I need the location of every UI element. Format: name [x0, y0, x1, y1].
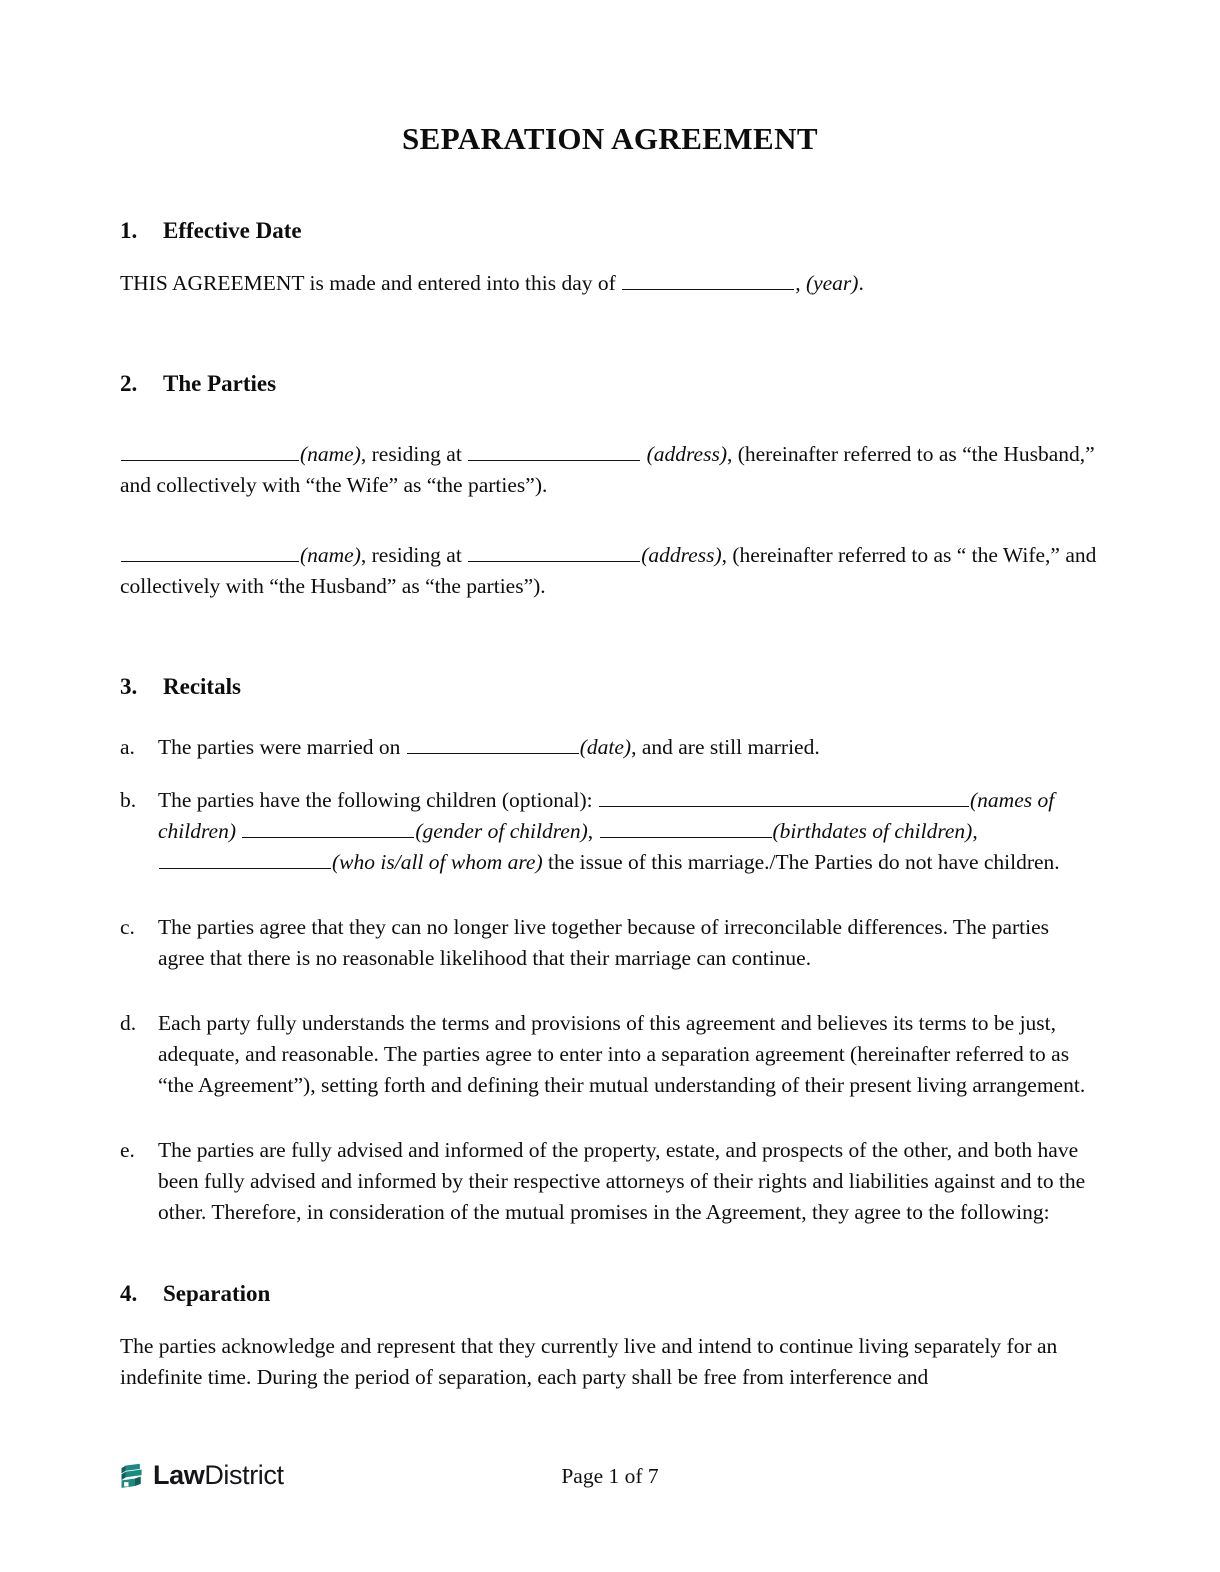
husband-name-label: (name): [300, 442, 361, 467]
spacer: [120, 974, 1100, 1008]
brand-name-bold: Law: [153, 1460, 205, 1490]
who-is-label: (who is/all of whom are): [332, 849, 543, 874]
list-marker-d: d.: [120, 1010, 137, 1035]
names-of-children-label: (names of children): [158, 787, 1055, 843]
spacer: [120, 1101, 1100, 1135]
recital-d-text: Each party fully understands the terms and provisions of this agreement and believes its terms to be just, adequate, and reasonable. The parties agree to enter into a separation agreement (hereinafter referred to as “the Agreement”), setting forth and defining their mutual understanding of their present living arrangement.: [158, 1010, 1086, 1097]
children-birthdates-blank-field[interactable]: [600, 818, 772, 837]
list-item: [120, 785, 1100, 878]
section-parties: [120, 370, 1100, 601]
husband-address-blank-field[interactable]: [468, 442, 640, 461]
list-item: [120, 912, 1100, 974]
spacer: [120, 246, 1100, 268]
list-item: [120, 732, 1100, 763]
recital-a-text-2: , and are still married.: [631, 735, 820, 760]
separation-paragraph: The parties acknowledge and represent that they currently live and intend to continue living separately for an indefinite time. During the period of separation, each party shall be free from interference and: [120, 1334, 1058, 1389]
list-marker-c: c.: [120, 914, 135, 939]
section-number: 4.: [120, 1281, 138, 1307]
recital-a-text-1: The parties were married on: [158, 735, 406, 760]
spacer: [120, 601, 1100, 673]
effective-date-paragraph: [120, 268, 1100, 299]
birthdates-of-children-label: (birthdates of children): [772, 818, 973, 843]
page-number: Page 1 of 7: [561, 1464, 659, 1488]
wife-address-label: (address): [641, 543, 722, 568]
spacer: [120, 763, 1100, 785]
recital-e-text: The parties are fully advised and informed of the property, estate, and prospects of the other, and both have been fully advised and informed by their respective attorneys of their rights and liabilities against and to the other. Therefore, in consideration of the mutual promises in the Agreement, they agree to the following:: [158, 1137, 1086, 1224]
recital-b-text-5: the issue of this marriage./The Parties do not have children.: [542, 849, 1060, 874]
spacer: [120, 1227, 1100, 1280]
effective-date-text-before: THIS AGREEMENT is made and entered into this day of: [120, 270, 622, 295]
husband-paragraph: [120, 439, 1100, 500]
recital-b-text-4: ,: [972, 818, 978, 843]
date-label: (date): [579, 735, 632, 760]
recital-a-body: [158, 732, 1100, 763]
section-title: Separation: [163, 1281, 271, 1307]
section-number: 2.: [120, 371, 138, 397]
wife-text-2: , (hereinafter referred to as “ the Wife,” and collectively with “the Husband” as “the parties”).: [120, 543, 1097, 598]
section-separation: [120, 1280, 1100, 1392]
wife-name-label: (name): [300, 543, 361, 568]
section-heading-parties: [120, 370, 1100, 399]
wife-name-blank-field[interactable]: [121, 543, 299, 562]
spacer: [120, 702, 1100, 732]
husband-text-1: , residing at: [360, 442, 468, 467]
spacer: [120, 1309, 1100, 1331]
spacer: [120, 298, 1100, 370]
wife-text-1: , residing at: [360, 543, 468, 568]
spacer: [120, 399, 1100, 439]
gender-of-children-label: (gender of children): [415, 818, 588, 843]
list-marker-b: b.: [120, 787, 137, 812]
section-number: 3.: [120, 674, 138, 700]
list-marker-e: e.: [120, 1137, 135, 1162]
section-title: The Parties: [163, 371, 277, 397]
recital-b-text-3: ,: [587, 818, 599, 843]
husband-name-blank-field[interactable]: [121, 442, 299, 461]
effective-date-text-end: .: [858, 270, 864, 295]
section-heading-recitals: [120, 673, 1100, 702]
husband-address-label: (address): [641, 442, 727, 467]
effective-date-text-after: ,: [795, 270, 806, 295]
section-number: 1.: [120, 218, 138, 244]
section-heading-effective-date: [120, 217, 1100, 246]
spacer: [120, 157, 1100, 217]
section-effective-date: [120, 217, 1100, 298]
recital-c-text: The parties agree that they can no longer live together because of irreconcilable differences. The parties agree that there is no reasonable likelihood that their marriage can continue.: [158, 914, 1050, 970]
brand-name-regular: District: [204, 1460, 284, 1490]
section-heading-separation: [120, 1280, 1100, 1309]
spacer: [120, 878, 1100, 912]
section-title: Recitals: [163, 674, 241, 700]
list-item: [120, 1135, 1100, 1228]
marriage-date-blank-field[interactable]: [407, 735, 579, 754]
section-recitals: [120, 673, 1100, 1227]
date-blank-field[interactable]: [622, 270, 794, 289]
recital-b-text-2: [236, 819, 241, 843]
list-item: [120, 1008, 1100, 1101]
page-footer: [0, 1460, 1220, 1506]
husband-text-2: , (hereinafter referred to as “the Husband,” and collectively with “the Wife” as “the parties”).: [120, 442, 1095, 497]
list-marker-a: a.: [120, 735, 135, 760]
children-gender-blank-field[interactable]: [242, 818, 414, 837]
year-label: (year): [805, 270, 859, 295]
document-title: SEPARATION AGREEMENT: [402, 121, 818, 156]
who-is-blank-field[interactable]: [159, 849, 331, 868]
recital-b-body: [158, 785, 1100, 878]
spacer: [120, 500, 1100, 540]
children-names-blank-field[interactable]: [599, 787, 969, 806]
wife-address-blank-field[interactable]: [468, 543, 640, 562]
wife-paragraph: [120, 540, 1100, 601]
section-title: Effective Date: [163, 218, 302, 244]
recital-b-text-1: The parties have the following children (optional):: [158, 787, 599, 812]
